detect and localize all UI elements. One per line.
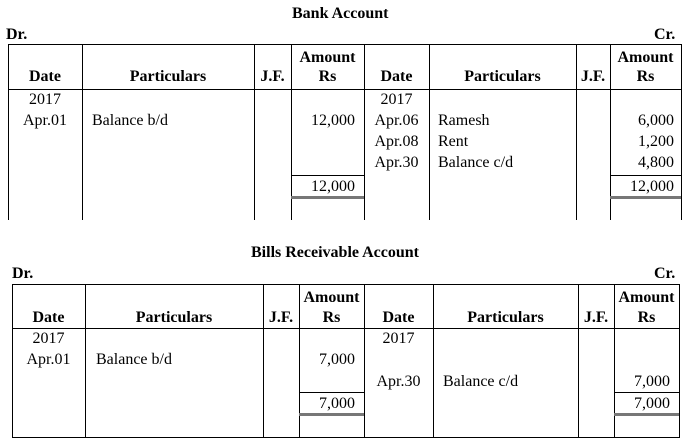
bank-header-date: Date bbox=[29, 68, 61, 85]
bank-credit-amount: 4,800 bbox=[638, 154, 674, 171]
bank-debit-date: Apr.01 bbox=[23, 112, 67, 129]
bills-divider bbox=[263, 284, 264, 438]
bank-debit-total: 12,000 bbox=[311, 178, 355, 195]
bank-double-rule bbox=[610, 196, 681, 199]
bills-debit-total: 7,000 bbox=[319, 395, 355, 412]
bank-header-rule bbox=[8, 89, 682, 90]
bank-credit-particulars: Ramesh bbox=[438, 112, 490, 129]
bills-credit-year: 2017 bbox=[382, 330, 415, 347]
bills-total-rule bbox=[299, 392, 364, 393]
bills-header-particulars: Particulars bbox=[467, 309, 544, 326]
bank-account-title: Bank Account bbox=[292, 5, 389, 22]
bills-credit-particulars: Balance c/d bbox=[443, 373, 519, 390]
bills-account-title: Bills Receivable Account bbox=[251, 244, 419, 261]
bank-header-amount: Amount bbox=[299, 49, 356, 66]
bills-debit-particulars: Balance b/d bbox=[96, 351, 172, 368]
bank-cr-label: Cr. bbox=[654, 26, 676, 43]
bank-header-rs: Rs bbox=[318, 68, 337, 85]
bills-top-rule bbox=[12, 284, 680, 285]
bank-dr-label: Dr. bbox=[6, 26, 28, 43]
bills-divider bbox=[364, 284, 365, 438]
bills-debit-date: Apr.01 bbox=[26, 351, 71, 368]
bills-header-rs: Rs bbox=[322, 309, 341, 326]
bills-header-jf: J.F. bbox=[583, 309, 609, 326]
bills-divider bbox=[433, 284, 434, 438]
bank-header-rs: Rs bbox=[636, 68, 655, 85]
bank-divider bbox=[681, 44, 682, 220]
bank-credit-particulars: Balance c/d bbox=[438, 154, 514, 171]
bills-header-date: Date bbox=[382, 309, 415, 326]
bills-cr-label: Cr. bbox=[654, 265, 676, 282]
bills-header-amount: Amount bbox=[303, 289, 360, 306]
bank-credit-particulars: Rent bbox=[438, 133, 469, 150]
bank-top-rule bbox=[8, 44, 682, 45]
bank-header-amount: Amount bbox=[617, 49, 674, 66]
bank-credit-year: 2017 bbox=[380, 91, 413, 108]
bills-double-rule bbox=[614, 413, 679, 416]
bills-header-particulars: Particulars bbox=[135, 309, 213, 326]
bills-header-rs: Rs bbox=[637, 309, 656, 326]
bank-header-jf: J.F. bbox=[580, 68, 606, 85]
bank-header-particulars: Particulars bbox=[464, 68, 541, 85]
bank-credit-total: 12,000 bbox=[630, 178, 674, 195]
bank-total-rule bbox=[291, 175, 364, 176]
bills-total-rule bbox=[614, 392, 679, 393]
bills-dr-label: Dr. bbox=[12, 265, 34, 282]
bank-credit-date: Apr.30 bbox=[374, 154, 419, 171]
bills-double-rule bbox=[299, 413, 364, 416]
bills-bottom-rule bbox=[12, 437, 680, 438]
bank-double-rule bbox=[291, 196, 364, 199]
bank-header-particulars: Particulars bbox=[129, 68, 207, 85]
bank-total-rule bbox=[610, 175, 681, 176]
bills-debit-amount: 7,000 bbox=[319, 351, 355, 368]
bills-header-jf: J.F. bbox=[268, 309, 294, 326]
bills-divider bbox=[578, 284, 579, 438]
bank-debit-year: 2017 bbox=[29, 91, 61, 108]
bills-credit-total: 7,000 bbox=[634, 395, 670, 412]
bills-debit-year: 2017 bbox=[32, 330, 65, 347]
bank-header-jf: J.F. bbox=[260, 68, 285, 85]
bills-credit-date: Apr.30 bbox=[376, 373, 421, 390]
bills-header-amount: Amount bbox=[618, 289, 675, 306]
bills-divider bbox=[679, 284, 680, 438]
bank-credit-date: Apr.06 bbox=[374, 112, 419, 129]
bills-credit-amount: 7,000 bbox=[634, 373, 670, 390]
bank-header-date: Date bbox=[380, 68, 413, 85]
bank-credit-amount: 6,000 bbox=[638, 112, 674, 129]
bills-header-rule bbox=[12, 328, 680, 329]
bank-credit-amount: 1,200 bbox=[638, 133, 674, 150]
bills-divider bbox=[85, 284, 86, 438]
bank-credit-date: Apr.08 bbox=[374, 133, 419, 150]
bills-header-date: Date bbox=[32, 309, 65, 326]
bank-debit-particulars: Balance b/d bbox=[92, 112, 168, 129]
bank-debit-amount: 12,000 bbox=[311, 112, 355, 129]
